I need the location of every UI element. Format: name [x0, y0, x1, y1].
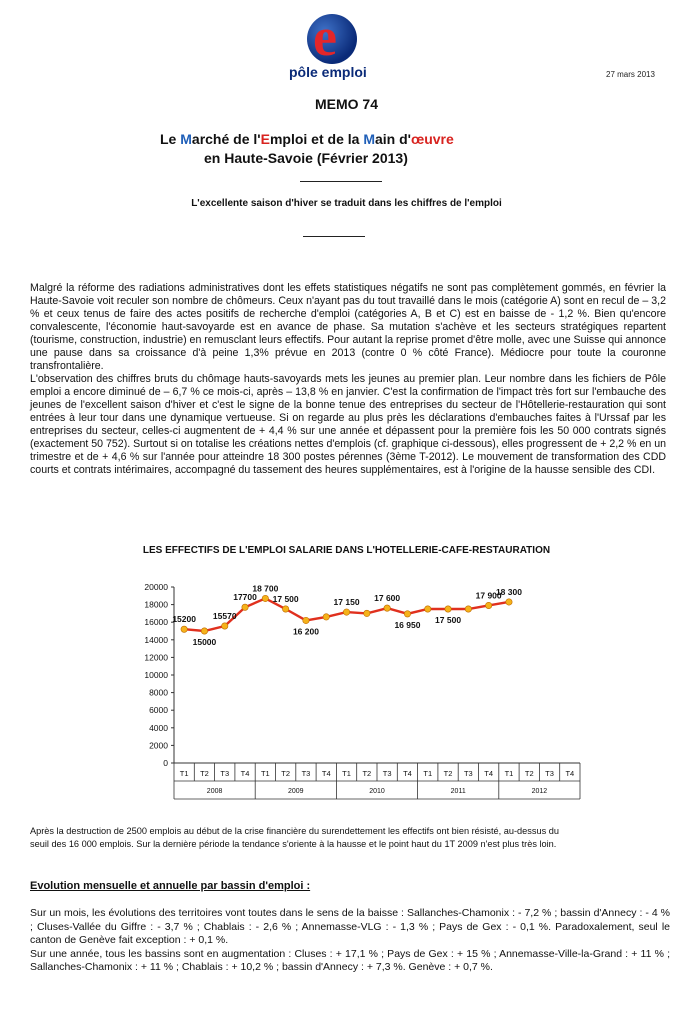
document-date: 27 mars 2013: [606, 70, 655, 79]
y-tick-label: 0: [163, 758, 168, 768]
x-tick-label: T1: [504, 769, 514, 778]
year-label: 2010: [369, 788, 385, 795]
year-label: 2011: [450, 788, 466, 795]
x-tick-label: T3: [301, 769, 311, 778]
chart-title: LES EFFECTIFS DE L'EMPLOI SALARIE DANS L'HOTELLERIE-CAFE-RESTAURATION: [142, 545, 551, 556]
x-tick-label: T2: [524, 769, 534, 778]
title-line2: en Haute-Savoie (Février 2013): [204, 150, 408, 166]
year-label: 2008: [206, 788, 223, 795]
y-tick-label: 2000: [149, 740, 168, 751]
data-label: 16 950: [394, 619, 421, 630]
memo-number: MEMO 74: [314, 96, 378, 112]
data-label: 15570: [212, 610, 237, 621]
x-tick-label: T3: [220, 769, 230, 778]
data-point: [343, 609, 349, 615]
data-label: 18 300: [495, 586, 522, 597]
title-letter-e: E: [260, 131, 270, 147]
paragraph: Malgré la réforme des radiations administratives dont les effets statistiques négatifs ne sont pas complètement gommés, en février la Haute-Savoie voit reculer son nombre de chômeurs. Ceux n'ayant pas du tout travaillé dans le mois (catégorie A) sont en recul de – 3,2 % et ceux tenus de faire des actes positifs de recherche d'emploi (catégories A, B et C) est en baisse de - 1,2 %. Bien qu'encore convalescente, l'économie haut-savoyarde est en avance de phase. Sa mutation s'achève et les secteurs stratégiques repartent (tourisme, construction, industrie) en remusclant leurs effectifs. Pour autant la reprise promet d'être molle, avec une Suisse qui annonce une pause dans sa croissance d'à peine 1,3% prévue en 2013 (contre 0 % côté France). Médiocre pour toute la couronne transfrontalière.: [30, 282, 667, 372]
y-tick-label: 18000: [144, 599, 168, 610]
data-label: 18 700: [252, 583, 279, 594]
commentary-line: seuil des 16 000 emplois. Sur la dernière période la tendance s'oriente à la hausse et le point haut du 1T 2009 n'est plus très loin.: [30, 839, 557, 849]
x-tick-label: T1: [342, 769, 351, 778]
x-tick-label: T3: [463, 769, 473, 778]
paragraph: Sur un mois, les évolutions des territoires vont toutes dans le sens de la baisse : Sallanches-Chamonix : - 7,2 % ; bassin d'Annecy : - 4 % ; Cluses-Vallée du Giffre : - 3,7 % ; Chablais : - 2,6 % ; Annemasse-VLG : - 1,3 % ; Pays de Gex : - 0,1 %. Paradoxalement, seul le canton de Genève fait exception : + 0,1 %.: [30, 907, 670, 946]
divider: [300, 181, 382, 182]
commentary-line: Après la destruction de 2500 emplois au début de la crise financière du surendettement les effectifs ont bien résisté, au-dessus du: [30, 826, 559, 836]
chart-commentary: [30, 825, 670, 851]
data-label: 15200: [172, 614, 196, 625]
data-point: [303, 617, 309, 623]
data-point: [181, 626, 187, 632]
y-tick-label: 4000: [149, 722, 168, 733]
divider: [303, 236, 365, 237]
y-tick-label: 12000: [144, 652, 168, 663]
logo-e-icon: e: [313, 7, 337, 67]
employment-line-chart: [120, 575, 590, 807]
data-label: 17 150: [333, 597, 360, 608]
data-point: [201, 628, 207, 634]
x-tick-label: T4: [403, 769, 412, 778]
title-oeuvre: œuvre: [410, 131, 454, 147]
data-point: [384, 605, 390, 611]
title-part: arché de l': [191, 131, 261, 147]
year-label: 2012: [531, 788, 548, 795]
title-letter-m: M: [180, 131, 192, 147]
data-point: [282, 606, 288, 612]
main-text: [30, 282, 666, 477]
data-label: 16 200: [292, 626, 319, 637]
title-part: ain d': [374, 131, 411, 147]
x-tick-label: T2: [362, 769, 372, 778]
data-point: [506, 599, 512, 605]
data-point: [242, 604, 248, 610]
data-label: 17 600: [374, 593, 401, 604]
data-point: [222, 623, 228, 629]
pole-emploi-logo: [289, 7, 383, 84]
x-tick-label: T2: [281, 769, 291, 778]
data-point: [445, 606, 451, 612]
data-point: [262, 595, 268, 601]
title-part: mploi et de la: [269, 131, 364, 147]
data-label: 17 500: [435, 615, 462, 625]
data-point: [425, 606, 431, 612]
document-title: [160, 130, 454, 168]
x-tick-label: T4: [565, 769, 575, 778]
x-tick-label: T2: [443, 769, 453, 778]
data-label: 15000: [192, 637, 217, 647]
y-tick-label: 6000: [149, 705, 168, 716]
y-tick-label: 10000: [144, 670, 168, 680]
data-point: [364, 610, 370, 616]
section-text: [30, 907, 670, 975]
y-tick-label: 14000: [144, 634, 168, 645]
section-heading: Evolution mensuelle et annuelle par bassin d'emploi :: [30, 880, 311, 892]
x-tick-label: T1: [179, 769, 189, 778]
x-tick-label: T1: [260, 769, 270, 778]
data-label: 17700: [233, 592, 257, 603]
paragraph: Sur une année, tous les bassins sont en augmentation : Cluses : + 17,1 % ; Pays de Gex : + 15 % ; Annemasse-Ville-la-Grand : + 11 % ; Sallanches-Chamonix : + 11 % ; Chablais : + 10,2 % ; bassin d'Annecy : + 7,3 %. Genève : + 0,7 %.: [30, 947, 670, 973]
x-tick-label: T3: [382, 769, 392, 778]
x-tick-label: T4: [240, 769, 250, 778]
data-point: [465, 606, 471, 612]
data-point: [323, 614, 329, 620]
title-letter-m2: M: [363, 131, 375, 147]
y-tick-label: 8000: [149, 687, 168, 698]
y-tick-label: 16000: [144, 617, 168, 628]
x-tick-label: T4: [484, 769, 494, 778]
data-label: 17 500: [272, 594, 299, 604]
paragraph: L'observation des chiffres bruts du chômage hauts-savoyards mets les jeunes au premier plan. Leur nombre dans les fichiers de Pôle emploi a encore diminué de – 6,7 % ce mois-ci, après – 13,8 % en janvier. C'est la confirmation de l'impact très fort sur l'embauche des jeunes de l'excellent saison d'hiver et c'est le signe de la bonne tenue des entreprises du secteur de l'Hôtellerie-restauration qui sont entrées à leur tour dans une dynamique vertueuse. Si on regarde au plus près les déclarations d'embauches faites à l'Urssaf par les entreprises du secteur, celles-ci augmentent de + 4,4 % sur une année et dépassent pour la première fois les 50 000 contrats signés (exactement 50 752). Surtout si on totalise les créations nettes d'emplois (cf. graphique ci-dessous), elles progressent de + 2,2 % en un trimestre et de + 4,6 % sur l'année pour atteindre 18 300 postes pérennes (3ème T-2012). Le mouvement de transformation des CDD courts et contrats intérimaires, accompagné du tassement des heures supplémentaires, est à l'origine de la hausse sensible des CDI.: [30, 373, 666, 476]
y-tick-label: 20000: [144, 582, 168, 592]
x-tick-label: T4: [321, 769, 331, 778]
data-point: [404, 611, 410, 617]
x-tick-label: T3: [545, 769, 554, 778]
year-label: 2009: [288, 788, 304, 795]
title-part: Le: [160, 131, 181, 147]
document-subtitle: L'excellente saison d'hiver se traduit dans les chiffres de l'emploi: [191, 198, 502, 209]
data-label: 17 900: [475, 590, 502, 601]
x-tick-label: T2: [200, 769, 209, 778]
logo-text: pôle emploi: [289, 64, 367, 80]
x-tick-label: T1: [423, 769, 433, 778]
data-point: [485, 602, 491, 608]
